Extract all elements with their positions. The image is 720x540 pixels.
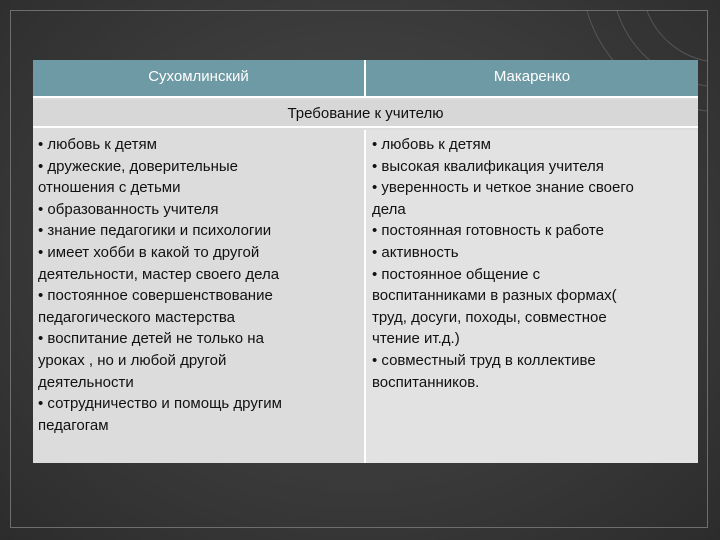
table-cell-line: • совместный труд в коллективе bbox=[372, 351, 596, 369]
table-header-row bbox=[33, 60, 698, 98]
column-makarenko bbox=[366, 130, 698, 463]
table-cell-line: отношения с детьми bbox=[38, 179, 181, 197]
table-cell-line: деятельности, мастер своего дела bbox=[38, 265, 280, 283]
table-cell-line: • уверенность и четкое знание своего bbox=[372, 179, 634, 197]
column-sukhomlinsky bbox=[33, 130, 364, 463]
table-cell-line: • образованность учителя bbox=[38, 200, 219, 218]
table-cell-line: уроках , но и любой другой bbox=[38, 351, 227, 369]
table-cell-line: • воспитание детей не только на bbox=[38, 330, 264, 348]
table-cell-line: воспитанников. bbox=[372, 373, 480, 391]
table-cell-line: • постоянная готовность к работе bbox=[372, 222, 604, 240]
table-cell-line: воспитанниками в разных формах( bbox=[372, 287, 617, 305]
table-cell-line: • постоянное общение с bbox=[372, 265, 541, 283]
table-cell-line: • любовь к детям bbox=[372, 136, 491, 153]
table-cell-line: • дружеские, доверительные bbox=[38, 157, 238, 175]
table-cell-line: педагогам bbox=[38, 416, 109, 434]
table-cell-line: педагогического мастерства bbox=[38, 308, 235, 326]
table-cell-line: чтение ит.д.) bbox=[372, 330, 460, 348]
table-cell-line: • имеет хобби в какой то другой bbox=[38, 243, 260, 261]
column-header-sukhomlinsky: Сухомлинский bbox=[148, 68, 249, 85]
table-cell-line: • знание педагогики и психологии bbox=[38, 222, 272, 240]
table-cell-line: деятельности bbox=[38, 373, 134, 391]
table-cell-line: • сотрудничество и помощь другим bbox=[38, 395, 282, 413]
table-cell-line: • любовь к детям bbox=[38, 136, 157, 153]
table-cell-line: дела bbox=[372, 200, 406, 218]
comparison-table bbox=[33, 60, 698, 463]
table-cell-line: • высокая квалификация учителя bbox=[372, 157, 604, 175]
table-cell-line: • постоянное совершенствование bbox=[38, 287, 273, 305]
column-header-makarenko: Макаренко bbox=[493, 68, 571, 85]
section-title: Требование к учителю bbox=[33, 100, 698, 128]
table-cell-line: труд, досуги, походы, совместное bbox=[372, 308, 607, 326]
table-cell-line: • активность bbox=[372, 243, 459, 261]
